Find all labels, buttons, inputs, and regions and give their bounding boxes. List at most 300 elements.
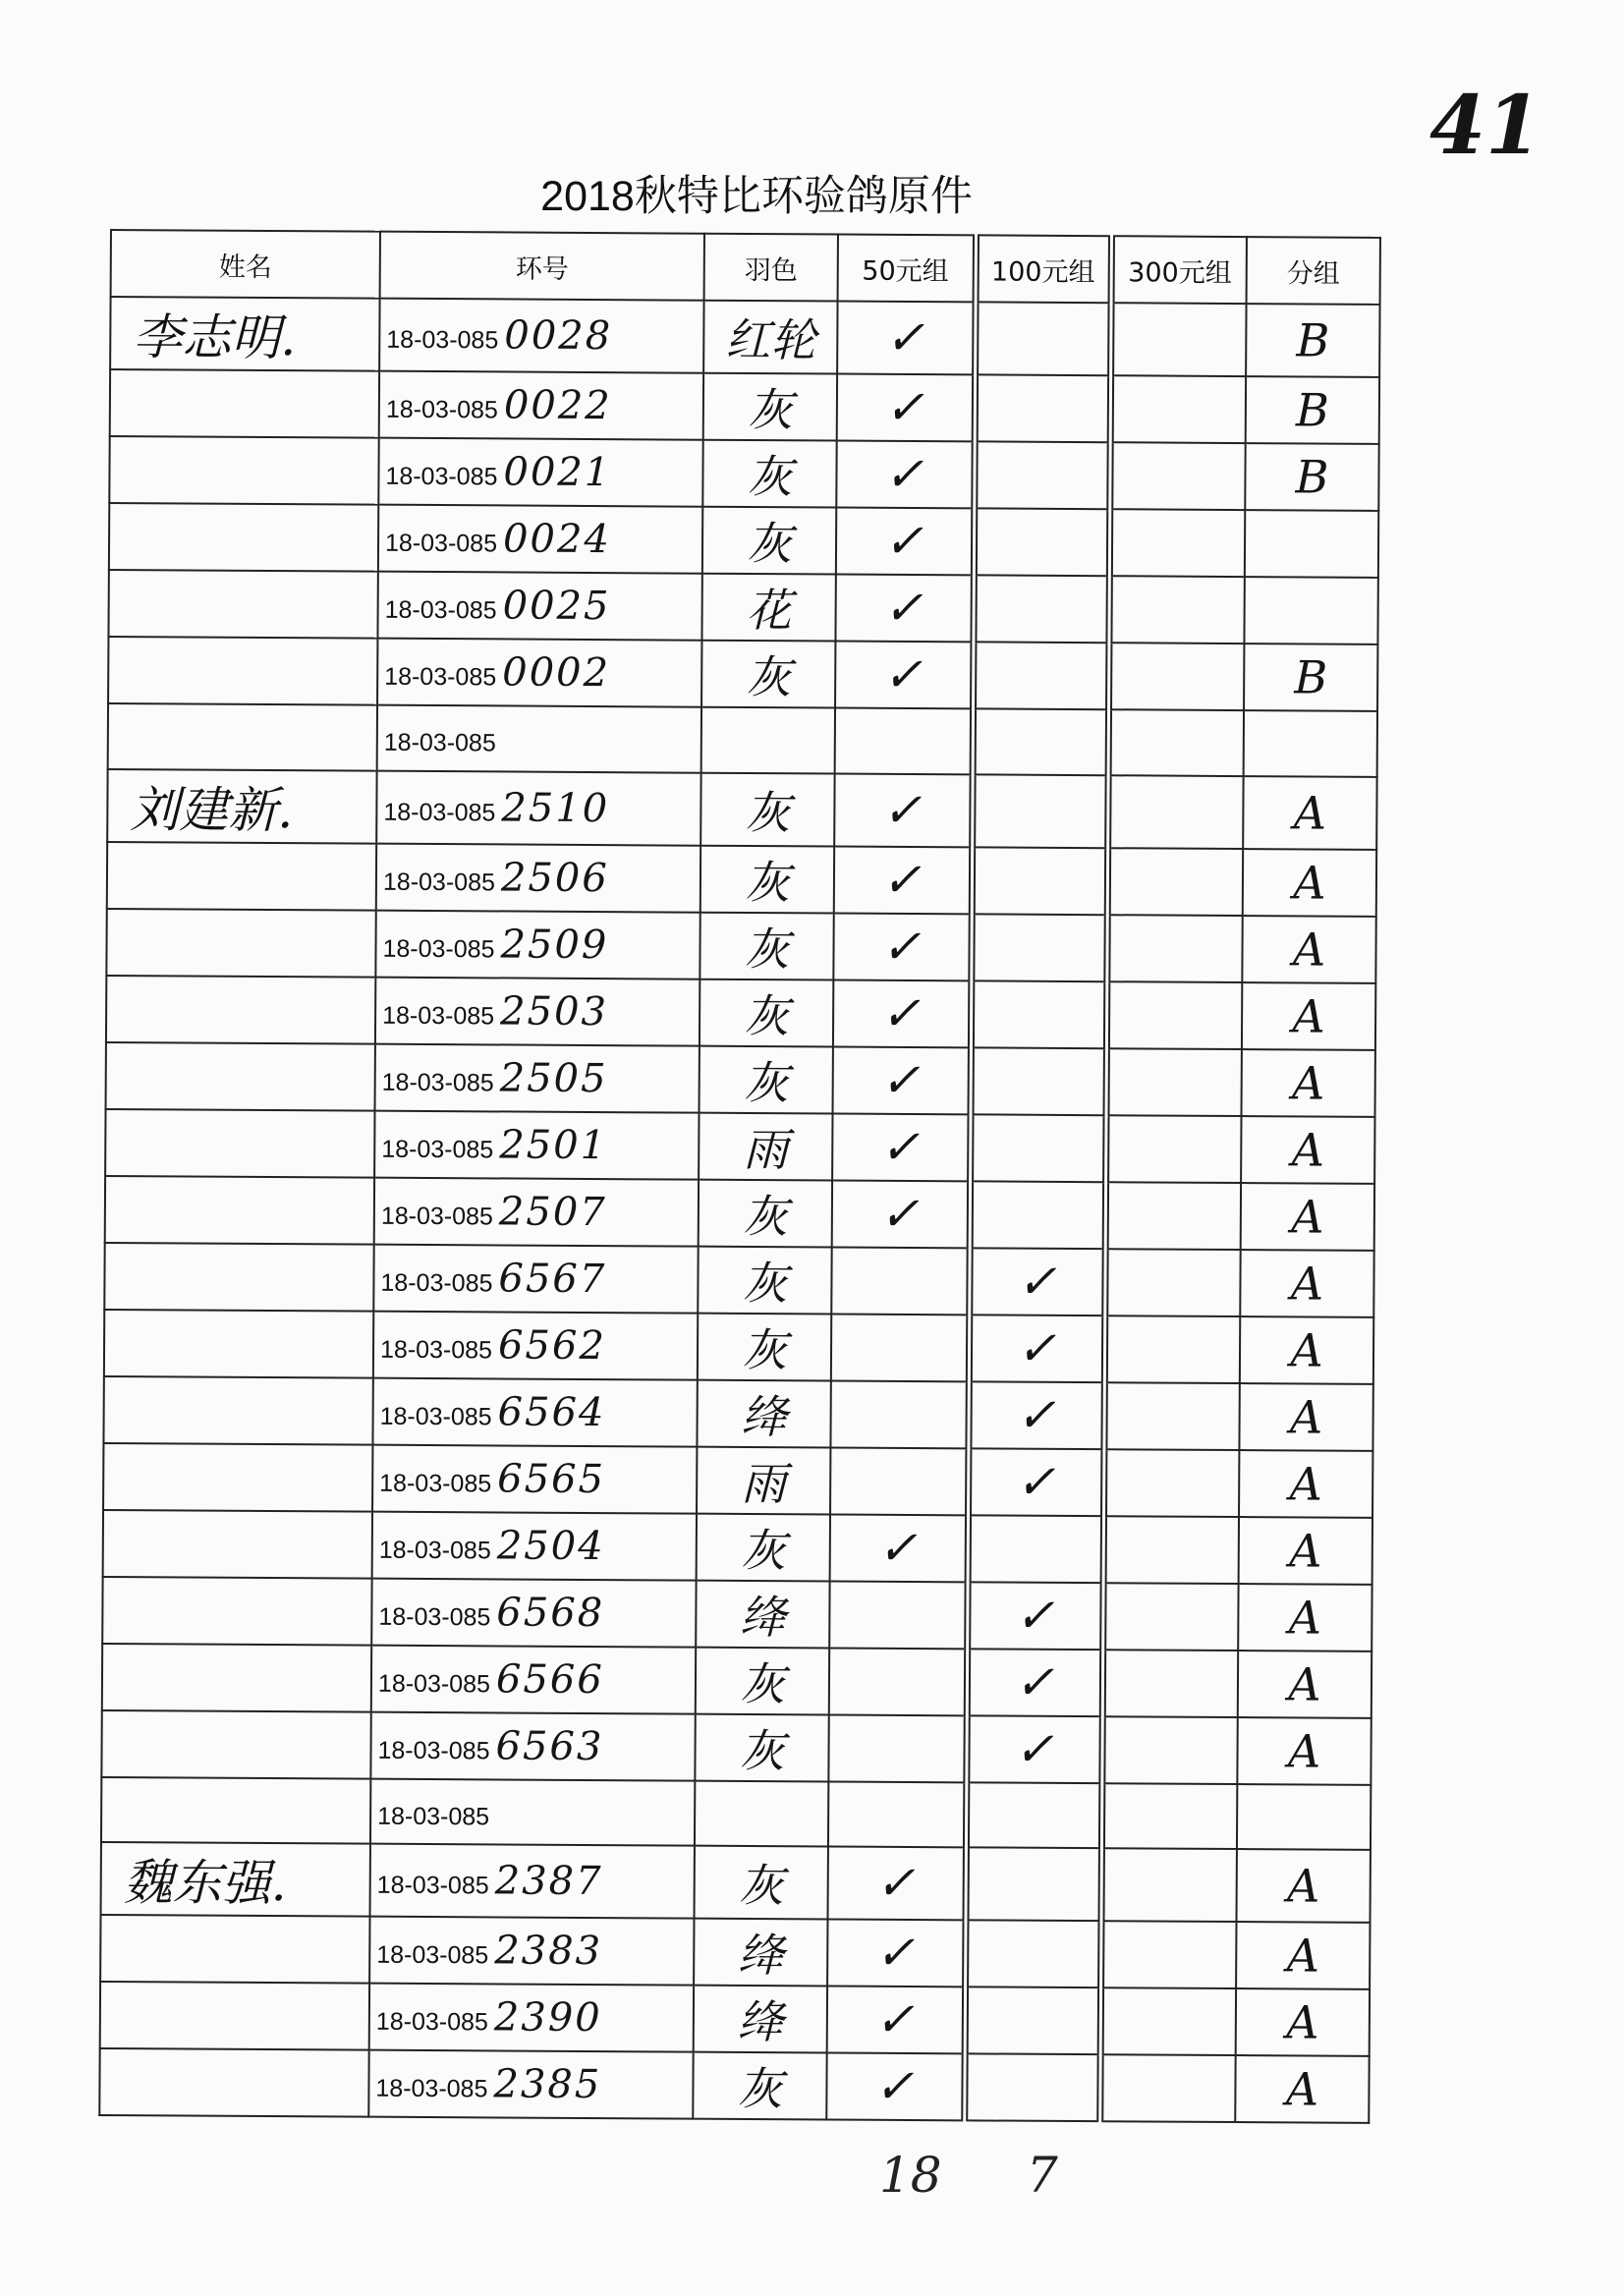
- color-cell: [699, 1112, 832, 1180]
- ring-cell: [377, 572, 701, 641]
- ring-suffix: 0024: [502, 516, 612, 563]
- group-letter: A: [1292, 922, 1326, 977]
- check-mark-icon: [832, 1280, 965, 1281]
- feather-color: 灰: [738, 1858, 784, 1913]
- ring-cell: [372, 1511, 697, 1580]
- group-100-cell: [966, 1782, 1101, 1848]
- group-300-cell: [1108, 643, 1244, 710]
- table-row: [100, 1915, 1370, 1989]
- check-mark-icon: [977, 675, 1105, 676]
- feather-color: 灰: [744, 855, 791, 909]
- group-letter: A: [1292, 988, 1325, 1043]
- group-100-cell: [965, 1920, 1100, 1987]
- check-mark-icon: [975, 947, 1103, 948]
- table-row: [106, 975, 1375, 1049]
- ring-suffix: 6564: [497, 1388, 606, 1435]
- group-letter: [1245, 743, 1376, 744]
- group-50-cell: [826, 2052, 964, 2120]
- ring-suffix: 2505: [499, 1054, 608, 1101]
- feather-color: 花: [746, 583, 792, 638]
- group-100-cell: [968, 1515, 1103, 1583]
- check-mark-icon: [1112, 676, 1243, 677]
- check-mark-icon: [1106, 1616, 1237, 1617]
- table-row: [106, 1041, 1375, 1116]
- feather-color: 灰: [740, 1523, 786, 1577]
- ring-suffix: 6568: [496, 1589, 605, 1636]
- group-300-cell: [1105, 1182, 1241, 1250]
- color-cell: [700, 772, 834, 846]
- owner-name: [101, 1987, 123, 2043]
- name-cell: [104, 1242, 373, 1311]
- check-mark-icon: ✓: [1014, 1654, 1055, 1710]
- column-header-group: 分组: [1247, 237, 1380, 305]
- check-mark-icon: [1107, 1416, 1238, 1417]
- check-mark-icon: ✓: [884, 309, 925, 366]
- group-cell: [1235, 2055, 1369, 2123]
- ring-cell: [372, 1377, 697, 1446]
- name-cell: [103, 1442, 372, 1511]
- check-mark-icon: ✓: [881, 782, 923, 838]
- check-mark-icon: ✓: [873, 2058, 915, 2115]
- ring-suffix: 2503: [499, 987, 609, 1035]
- owner-name: [103, 1648, 125, 1705]
- ring-prefix: 18-03-085: [384, 662, 497, 692]
- owner-name: [103, 1581, 125, 1638]
- group-50-cell: [832, 1113, 970, 1181]
- feather-color: [696, 1813, 827, 1814]
- ring-suffix: 2383: [494, 1928, 603, 1975]
- check-mark-icon: [830, 1748, 963, 1749]
- group-letter: A: [1291, 1189, 1324, 1244]
- feather-color: 灰: [745, 785, 791, 839]
- group-300-cell: [1104, 1315, 1240, 1383]
- color-cell: [700, 979, 833, 1046]
- feather-color: 灰: [741, 1322, 788, 1376]
- table-row: [102, 1576, 1372, 1651]
- pigeon-records-table: [98, 229, 1381, 2124]
- ring-prefix: 18-03-085: [379, 1402, 492, 1430]
- color-cell: [703, 373, 837, 441]
- group-cell: [1244, 577, 1377, 644]
- group-300-cell: [1107, 775, 1243, 849]
- check-mark-icon: ✓: [1014, 1721, 1054, 1777]
- ring-prefix: 18-03-085: [378, 1602, 491, 1631]
- group-letter: A: [1286, 1859, 1320, 1913]
- ring-suffix: 2504: [496, 1522, 605, 1569]
- ring-cell: [369, 1984, 694, 2052]
- check-mark-icon: [973, 1214, 1101, 1215]
- name-cell: [110, 369, 379, 438]
- owner-name: [107, 913, 129, 970]
- table-row: [102, 1643, 1372, 1717]
- column-header-50: 50元组: [838, 235, 976, 303]
- owner-name: [106, 1180, 128, 1237]
- group-cell: [1246, 304, 1379, 377]
- feather-color: 绛: [738, 1928, 784, 1983]
- table-row: [107, 768, 1376, 849]
- color-cell: [698, 1246, 831, 1314]
- feather-color: 灰: [742, 1189, 789, 1243]
- check-mark-icon: [978, 408, 1106, 409]
- check-mark-icon: [1103, 2088, 1234, 2089]
- check-mark-icon: [1109, 1148, 1240, 1149]
- check-mark-icon: [829, 1814, 962, 1815]
- name-cell: [106, 975, 375, 1043]
- ring-suffix: 0022: [503, 382, 612, 429]
- ring-suffix: 2509: [500, 921, 609, 968]
- group-cell: [1242, 916, 1375, 983]
- ring-suffix: 0028: [504, 312, 613, 360]
- group-cell: [1242, 1049, 1375, 1117]
- color-cell: [699, 1179, 832, 1247]
- color-cell: [695, 1846, 828, 1920]
- check-mark-icon: [1104, 1884, 1235, 1885]
- name-cell: [107, 768, 376, 843]
- group-50-cell: [831, 1247, 969, 1315]
- group-300-cell: [1101, 1716, 1237, 1784]
- ring-suffix: 6565: [497, 1455, 606, 1502]
- ring-cell: [379, 371, 703, 440]
- ring-cell: [378, 438, 702, 507]
- group-cell: [1245, 510, 1378, 578]
- owner-name: [104, 1514, 126, 1571]
- group-50-cell: [835, 708, 973, 774]
- ring-prefix: 18-03-085: [384, 595, 497, 625]
- group-300-cell: [1108, 576, 1244, 644]
- owner-name: [102, 1781, 124, 1838]
- feather-color: 灰: [747, 449, 793, 504]
- group-letter: [1246, 543, 1377, 544]
- group-100-cell: [965, 1987, 1100, 2054]
- table-header-row: [111, 230, 1380, 305]
- group-100-cell: [966, 1847, 1101, 1921]
- group-letter: A: [1285, 2062, 1319, 2116]
- group-letter: A: [1293, 855, 1326, 910]
- name-cell: [100, 1982, 369, 2050]
- group-cell: [1239, 1450, 1372, 1518]
- group-100-cell: [972, 774, 1107, 848]
- group-letter: A: [1286, 1995, 1319, 2049]
- group-50-cell: [829, 1581, 967, 1649]
- ring-suffix: 0021: [503, 449, 612, 496]
- group-50-cell: [831, 1314, 969, 1381]
- ring-prefix: 18-03-085: [379, 1469, 492, 1497]
- owner-name: [109, 707, 131, 764]
- check-mark-icon: ✓: [874, 1925, 916, 1982]
- group-50-cell: [827, 1919, 965, 1987]
- check-mark-icon: [1111, 742, 1242, 743]
- ring-prefix: 18-03-085: [382, 934, 495, 963]
- group-50-cell: [837, 302, 975, 375]
- color-cell: [701, 574, 835, 642]
- table-row: [101, 1842, 1371, 1923]
- check-mark-icon: [1109, 1082, 1240, 1083]
- group-100-cell: [969, 1315, 1104, 1382]
- owner-name: [107, 980, 129, 1036]
- color-cell: [696, 1647, 829, 1714]
- color-cell: [697, 1446, 830, 1514]
- owner-name: [104, 1380, 126, 1437]
- check-mark-icon: [975, 1014, 1103, 1015]
- table-row: [104, 1309, 1373, 1383]
- group-300-cell: [1104, 1249, 1240, 1316]
- ring-cell: [370, 1844, 695, 1919]
- group-100-cell: [974, 441, 1109, 509]
- check-mark-icon: ✓: [883, 446, 924, 503]
- check-mark-icon: [1105, 1750, 1236, 1751]
- group-300-cell: [1099, 2054, 1235, 2122]
- ring-prefix: 18-03-085: [376, 1871, 489, 1900]
- ring-prefix: 18-03-085: [383, 798, 496, 826]
- check-mark-icon: ✓: [881, 919, 922, 975]
- check-mark-icon: ✓: [1015, 1588, 1055, 1644]
- group-50-cell: [828, 1781, 966, 1847]
- group-50-cell: [834, 846, 972, 914]
- owner-name: [102, 1714, 124, 1771]
- check-mark-icon: [975, 880, 1103, 881]
- feather-color: 灰: [746, 516, 793, 571]
- column-header-100: 100元组: [976, 235, 1111, 303]
- group-letter: A: [1293, 785, 1327, 840]
- owner-name: [107, 1046, 129, 1103]
- table-row: [108, 570, 1377, 644]
- group-letter: B: [1295, 383, 1329, 437]
- group-50-cell: [835, 642, 973, 709]
- ring-cell: [376, 843, 700, 912]
- group-cell: [1246, 376, 1379, 444]
- check-mark-icon: ✓: [881, 852, 922, 908]
- ring-cell: [370, 1778, 695, 1846]
- check-mark-icon: ✓: [875, 1855, 916, 1912]
- group-300-cell: [1107, 848, 1243, 916]
- ring-suffix: 6563: [495, 1722, 604, 1769]
- group-cell: [1236, 1988, 1370, 2056]
- group-cell: [1245, 443, 1378, 511]
- ring-cell: [375, 1043, 700, 1112]
- feather-color: 绛: [740, 1590, 786, 1644]
- color-cell: [697, 1379, 830, 1447]
- group-50-cell: [837, 374, 975, 442]
- ring-prefix: 18-03-085: [380, 1202, 493, 1230]
- check-mark-icon: [968, 2020, 1096, 2021]
- group-300-cell: [1100, 1921, 1236, 1988]
- group-letter: B: [1294, 650, 1328, 704]
- check-mark-icon: ✓: [879, 1186, 920, 1242]
- group-50-cell: [827, 1986, 965, 2053]
- group-cell: [1238, 1651, 1372, 1718]
- ring-cell: [373, 1244, 698, 1313]
- group-letter: A: [1291, 1122, 1325, 1177]
- check-mark-icon: [978, 541, 1106, 542]
- color-cell: [698, 1313, 831, 1380]
- group-100-cell: [970, 1114, 1105, 1182]
- group-100-cell: [968, 1448, 1103, 1516]
- group-cell: [1240, 1250, 1373, 1317]
- ring-cell: [371, 1578, 696, 1647]
- color-cell: [701, 641, 835, 708]
- ring-cell: [374, 1177, 699, 1246]
- check-mark-icon: [1108, 1349, 1239, 1350]
- ring-cell: [379, 299, 703, 373]
- ring-prefix: 18-03-085: [385, 395, 498, 424]
- group-cell: [1237, 1784, 1371, 1850]
- handwritten-total-50: 18: [879, 2147, 942, 2204]
- ring-prefix: 18-03-085: [376, 1940, 489, 1970]
- ring-cell: [375, 977, 700, 1045]
- color-cell: [695, 1780, 828, 1846]
- check-mark-icon: [1103, 2021, 1234, 2022]
- group-50-cell: [833, 1046, 971, 1114]
- ring-prefix: 18-03-085: [384, 529, 498, 558]
- ring-suffix: 2390: [493, 1994, 602, 2042]
- check-mark-icon: [830, 1681, 963, 1682]
- check-mark-icon: [832, 1347, 965, 1348]
- group-50-cell: [832, 1180, 970, 1248]
- check-mark-icon: [1110, 1015, 1241, 1016]
- check-mark-icon: ✓: [1016, 1320, 1057, 1376]
- name-cell: [107, 841, 376, 910]
- check-mark-icon: [1108, 1282, 1239, 1283]
- table-row: [109, 503, 1378, 578]
- table-row: [108, 703, 1377, 776]
- group-cell: [1243, 776, 1376, 850]
- name-cell: [106, 908, 375, 977]
- ring-prefix: 18-03-085: [379, 1335, 493, 1364]
- feather-color: 灰: [743, 988, 790, 1042]
- group-300-cell: [1106, 981, 1242, 1049]
- group-300-cell: [1102, 1650, 1238, 1717]
- ring-prefix: 18-03-085: [381, 1135, 494, 1163]
- column-header-ring: 环号: [380, 232, 704, 301]
- table-row: [99, 2048, 1369, 2123]
- ring-cell: [373, 1311, 698, 1379]
- column-header-300: 300元组: [1111, 236, 1247, 304]
- group-100-cell: [970, 1181, 1105, 1249]
- group-cell: [1241, 1183, 1374, 1251]
- group-letter: B: [1295, 450, 1329, 504]
- ring-suffix: 2385: [493, 2061, 602, 2108]
- group-50-cell: [828, 1714, 966, 1782]
- ring-cell: [368, 2050, 693, 2119]
- color-cell: [696, 1580, 829, 1648]
- group-50-cell: [828, 1846, 966, 1920]
- group-50-cell: [836, 508, 974, 576]
- feather-color: 灰: [737, 2061, 783, 2116]
- check-mark-icon: ✓: [1017, 1254, 1057, 1310]
- ring-prefix: 18-03-085: [383, 728, 496, 757]
- ring-suffix: 6567: [498, 1255, 607, 1302]
- group-100-cell: [973, 642, 1108, 709]
- feather-color: [702, 740, 834, 741]
- ring-cell: [376, 770, 700, 845]
- group-100-cell: [967, 1649, 1102, 1716]
- group-cell: [1238, 1584, 1372, 1651]
- table-row: [103, 1442, 1372, 1517]
- group-letter: A: [1286, 1929, 1320, 1983]
- table-row: [105, 1108, 1374, 1183]
- name-cell: [109, 503, 378, 572]
- ring-cell: [370, 1711, 695, 1780]
- group-300-cell: [1102, 1583, 1238, 1651]
- group-50-cell: [836, 441, 974, 509]
- name-cell: [99, 2048, 368, 2117]
- feather-color: 灰: [743, 1055, 789, 1109]
- name-cell: [100, 1915, 369, 1984]
- table-row: [101, 1709, 1371, 1784]
- check-mark-icon: ✓: [884, 379, 924, 436]
- feather-color: 灰: [744, 922, 790, 976]
- name-cell: [108, 703, 377, 770]
- ring-suffix: 6562: [497, 1321, 606, 1369]
- group-100-cell: [967, 1582, 1102, 1650]
- group-letter: A: [1288, 1656, 1321, 1711]
- ring-suffix: 2510: [501, 784, 610, 831]
- check-mark-icon: ✓: [1016, 1387, 1056, 1443]
- group-300-cell: [1106, 915, 1242, 982]
- check-mark-icon: [1106, 1549, 1237, 1550]
- check-mark-icon: [969, 1953, 1097, 1954]
- group-300-cell: [1109, 442, 1245, 510]
- color-cell: [694, 1986, 827, 2053]
- feather-color: 灰: [747, 382, 794, 437]
- feather-color: 绛: [741, 1389, 787, 1443]
- ring-prefix: 18-03-085: [375, 2007, 488, 2037]
- ring-suffix: 2387: [494, 1858, 603, 1905]
- check-mark-icon: [1110, 948, 1241, 949]
- group-50-cell: [830, 1380, 968, 1448]
- check-mark-icon: ✓: [883, 513, 924, 570]
- ring-suffix: 2501: [499, 1121, 608, 1168]
- ring-prefix: 18-03-085: [378, 1536, 491, 1564]
- name-cell: [102, 1643, 371, 1711]
- group-100-cell: [973, 708, 1108, 774]
- check-mark-icon: [836, 741, 969, 742]
- color-cell: [702, 440, 836, 508]
- handwritten-total-100: 7: [1027, 2147, 1058, 2204]
- group-50-cell: [829, 1648, 967, 1715]
- owner-name: [110, 508, 132, 565]
- group-50-cell: [835, 575, 973, 643]
- color-cell: [700, 845, 834, 913]
- table-row: [103, 1509, 1372, 1584]
- name-cell: [102, 1576, 371, 1645]
- column-header-color: 羽色: [704, 234, 838, 302]
- table-row: [110, 369, 1379, 444]
- group-300-cell: [1100, 1848, 1236, 1922]
- check-mark-icon: ✓: [883, 580, 924, 637]
- group-300-cell: [1103, 1516, 1239, 1584]
- table-row: [110, 297, 1379, 377]
- group-letter: A: [1290, 1322, 1323, 1377]
- feather-color: 灰: [739, 1723, 785, 1777]
- column-header-name: 姓名: [111, 230, 380, 299]
- owner-name: 李志明.: [133, 308, 297, 367]
- group-300-cell: [1106, 1048, 1242, 1116]
- color-cell: [697, 1513, 830, 1581]
- ring-prefix: 18-03-085: [375, 2074, 488, 2103]
- group-100-cell: [972, 847, 1107, 915]
- color-cell: [703, 301, 837, 374]
- check-mark-icon: ✓: [874, 1991, 915, 2048]
- group-letter: [1246, 610, 1377, 611]
- ring-cell: [377, 639, 701, 707]
- feather-color: 灰: [746, 649, 792, 704]
- group-cell: [1236, 1849, 1370, 1923]
- group-cell: [1242, 982, 1375, 1050]
- group-300-cell: [1100, 1987, 1236, 2055]
- group-cell: [1243, 849, 1376, 917]
- page-title: 2018秋特比环验鸽原件: [540, 173, 973, 220]
